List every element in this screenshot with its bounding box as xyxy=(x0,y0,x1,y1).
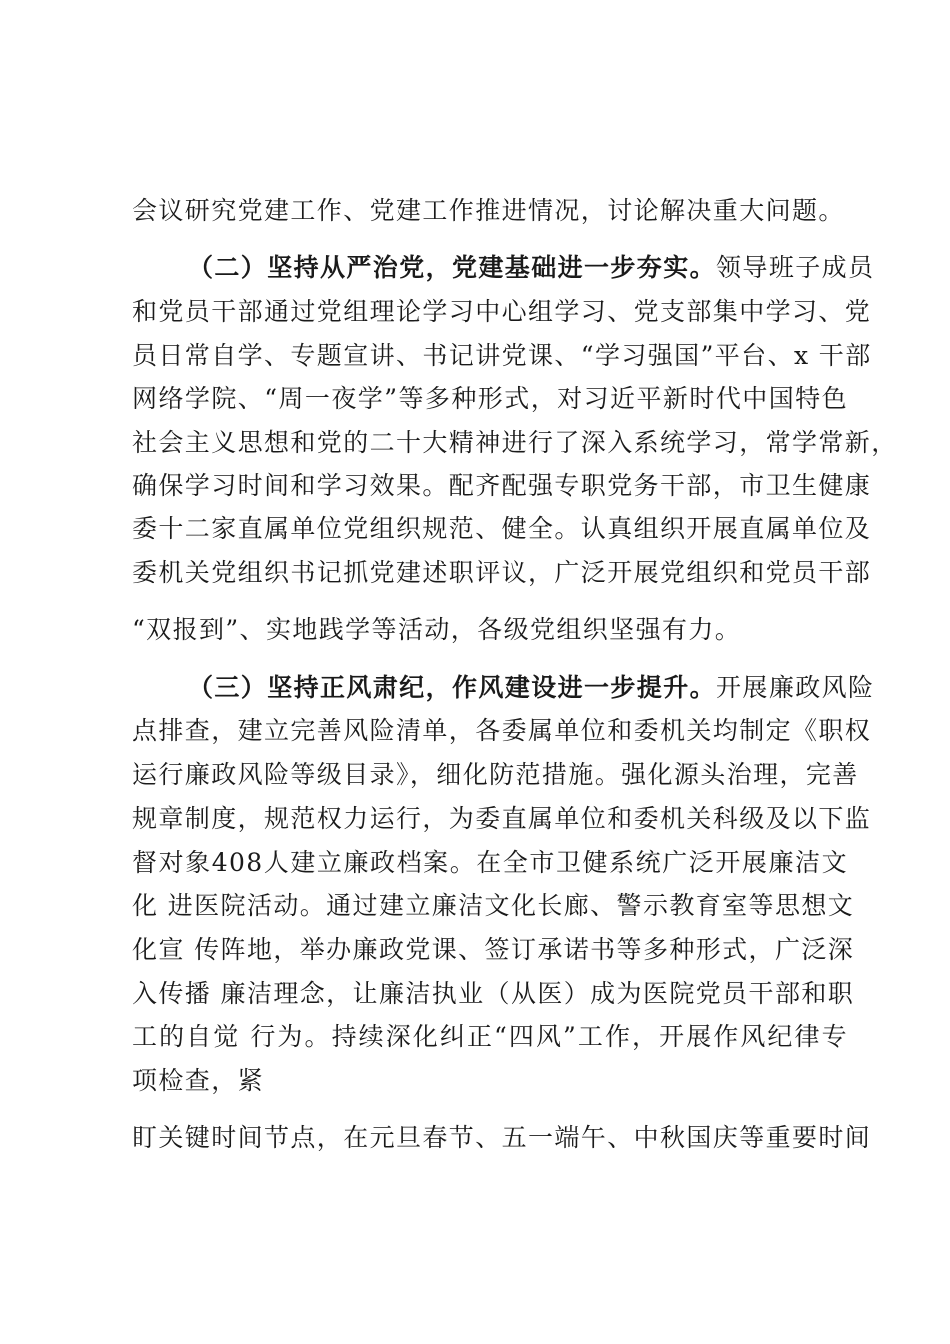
paragraph-line: 委十二家直属单位党组织规范、健全。认真组织开展直属单位及 xyxy=(132,514,872,543)
paragraph-line: 社会主义思想和党的二十大精神进行了深入系统学习，常学常新， xyxy=(132,428,898,457)
paragraph-line: 会议研究党建工作、党建工作推进情况，讨论解决重大问题。 xyxy=(132,196,845,225)
paragraph-line: 委机关党组织书记抓党建述职评议，广泛开展党组织和党员干部 xyxy=(132,558,872,587)
paragraph-line: 工的自觉 行为。持续深化纠正“四风”工作，开展作风纪律专 xyxy=(132,1022,848,1051)
paragraph-line: 入传播 廉洁理念，让廉洁执业（从医）成为医院党员干部和职 xyxy=(132,979,855,1008)
paragraph-line: 点排查，建立完善风险清单，各委属单位和委机关均制定《职权 xyxy=(132,716,872,745)
paragraph-line: 化宣 传阵地，举办廉政党课、签订承诺书等多种形式，广泛深 xyxy=(132,935,855,964)
section-3-heading: （三）坚持正风肃纪，作风建设进一步提升。 xyxy=(188,673,717,702)
section-3-text: 开展廉政风险 xyxy=(716,673,875,702)
paragraph-line: 确保学习时间和学习效果。配齐配强专职党务干部，市卫生健康 xyxy=(132,471,872,500)
section-2-heading: （二）坚持从严治党，党建基础进一步夯实。 xyxy=(188,253,717,282)
paragraph-line: 网络学院、“周一夜学”等多种形式，对习近平新时代中国特色 xyxy=(132,384,848,413)
section-2-text: 领导班子成员 xyxy=(716,253,875,282)
paragraph-line: “双报到”、实地践学等活动，各级党组织坚强有力。 xyxy=(132,615,742,644)
paragraph-line: 督对象408人建立廉政档案。在全市卫健系统广泛开展廉洁文 xyxy=(132,848,848,877)
section-3-first-line xyxy=(188,673,875,703)
paragraph-line: 和党员干部通过党组理论学习中心组学习、党支部集中学习、党 xyxy=(132,297,872,326)
section-2-first-line xyxy=(188,253,875,283)
paragraph-line: 化 进医院活动。通过建立廉洁文化长廊、警示教育室等思想文 xyxy=(132,891,855,920)
paragraph-line: 运行廉政风险等级目录》，细化防范措施。强化源头治理，完善 xyxy=(132,760,859,789)
paragraph-line: 盯关键时间节点，在元旦春节、五一端午、中秋国庆等重要时间 xyxy=(132,1123,872,1152)
paragraph-line: 员日常自学、专题宣讲、书记讲党课、“学习强国”平台、x 干部 xyxy=(132,341,872,370)
paragraph-line: 项检查，紧 xyxy=(132,1066,265,1095)
paragraph-line: 规章制度，规范权力运行，为委直属单位和委机关科级及以下监 xyxy=(132,804,872,833)
